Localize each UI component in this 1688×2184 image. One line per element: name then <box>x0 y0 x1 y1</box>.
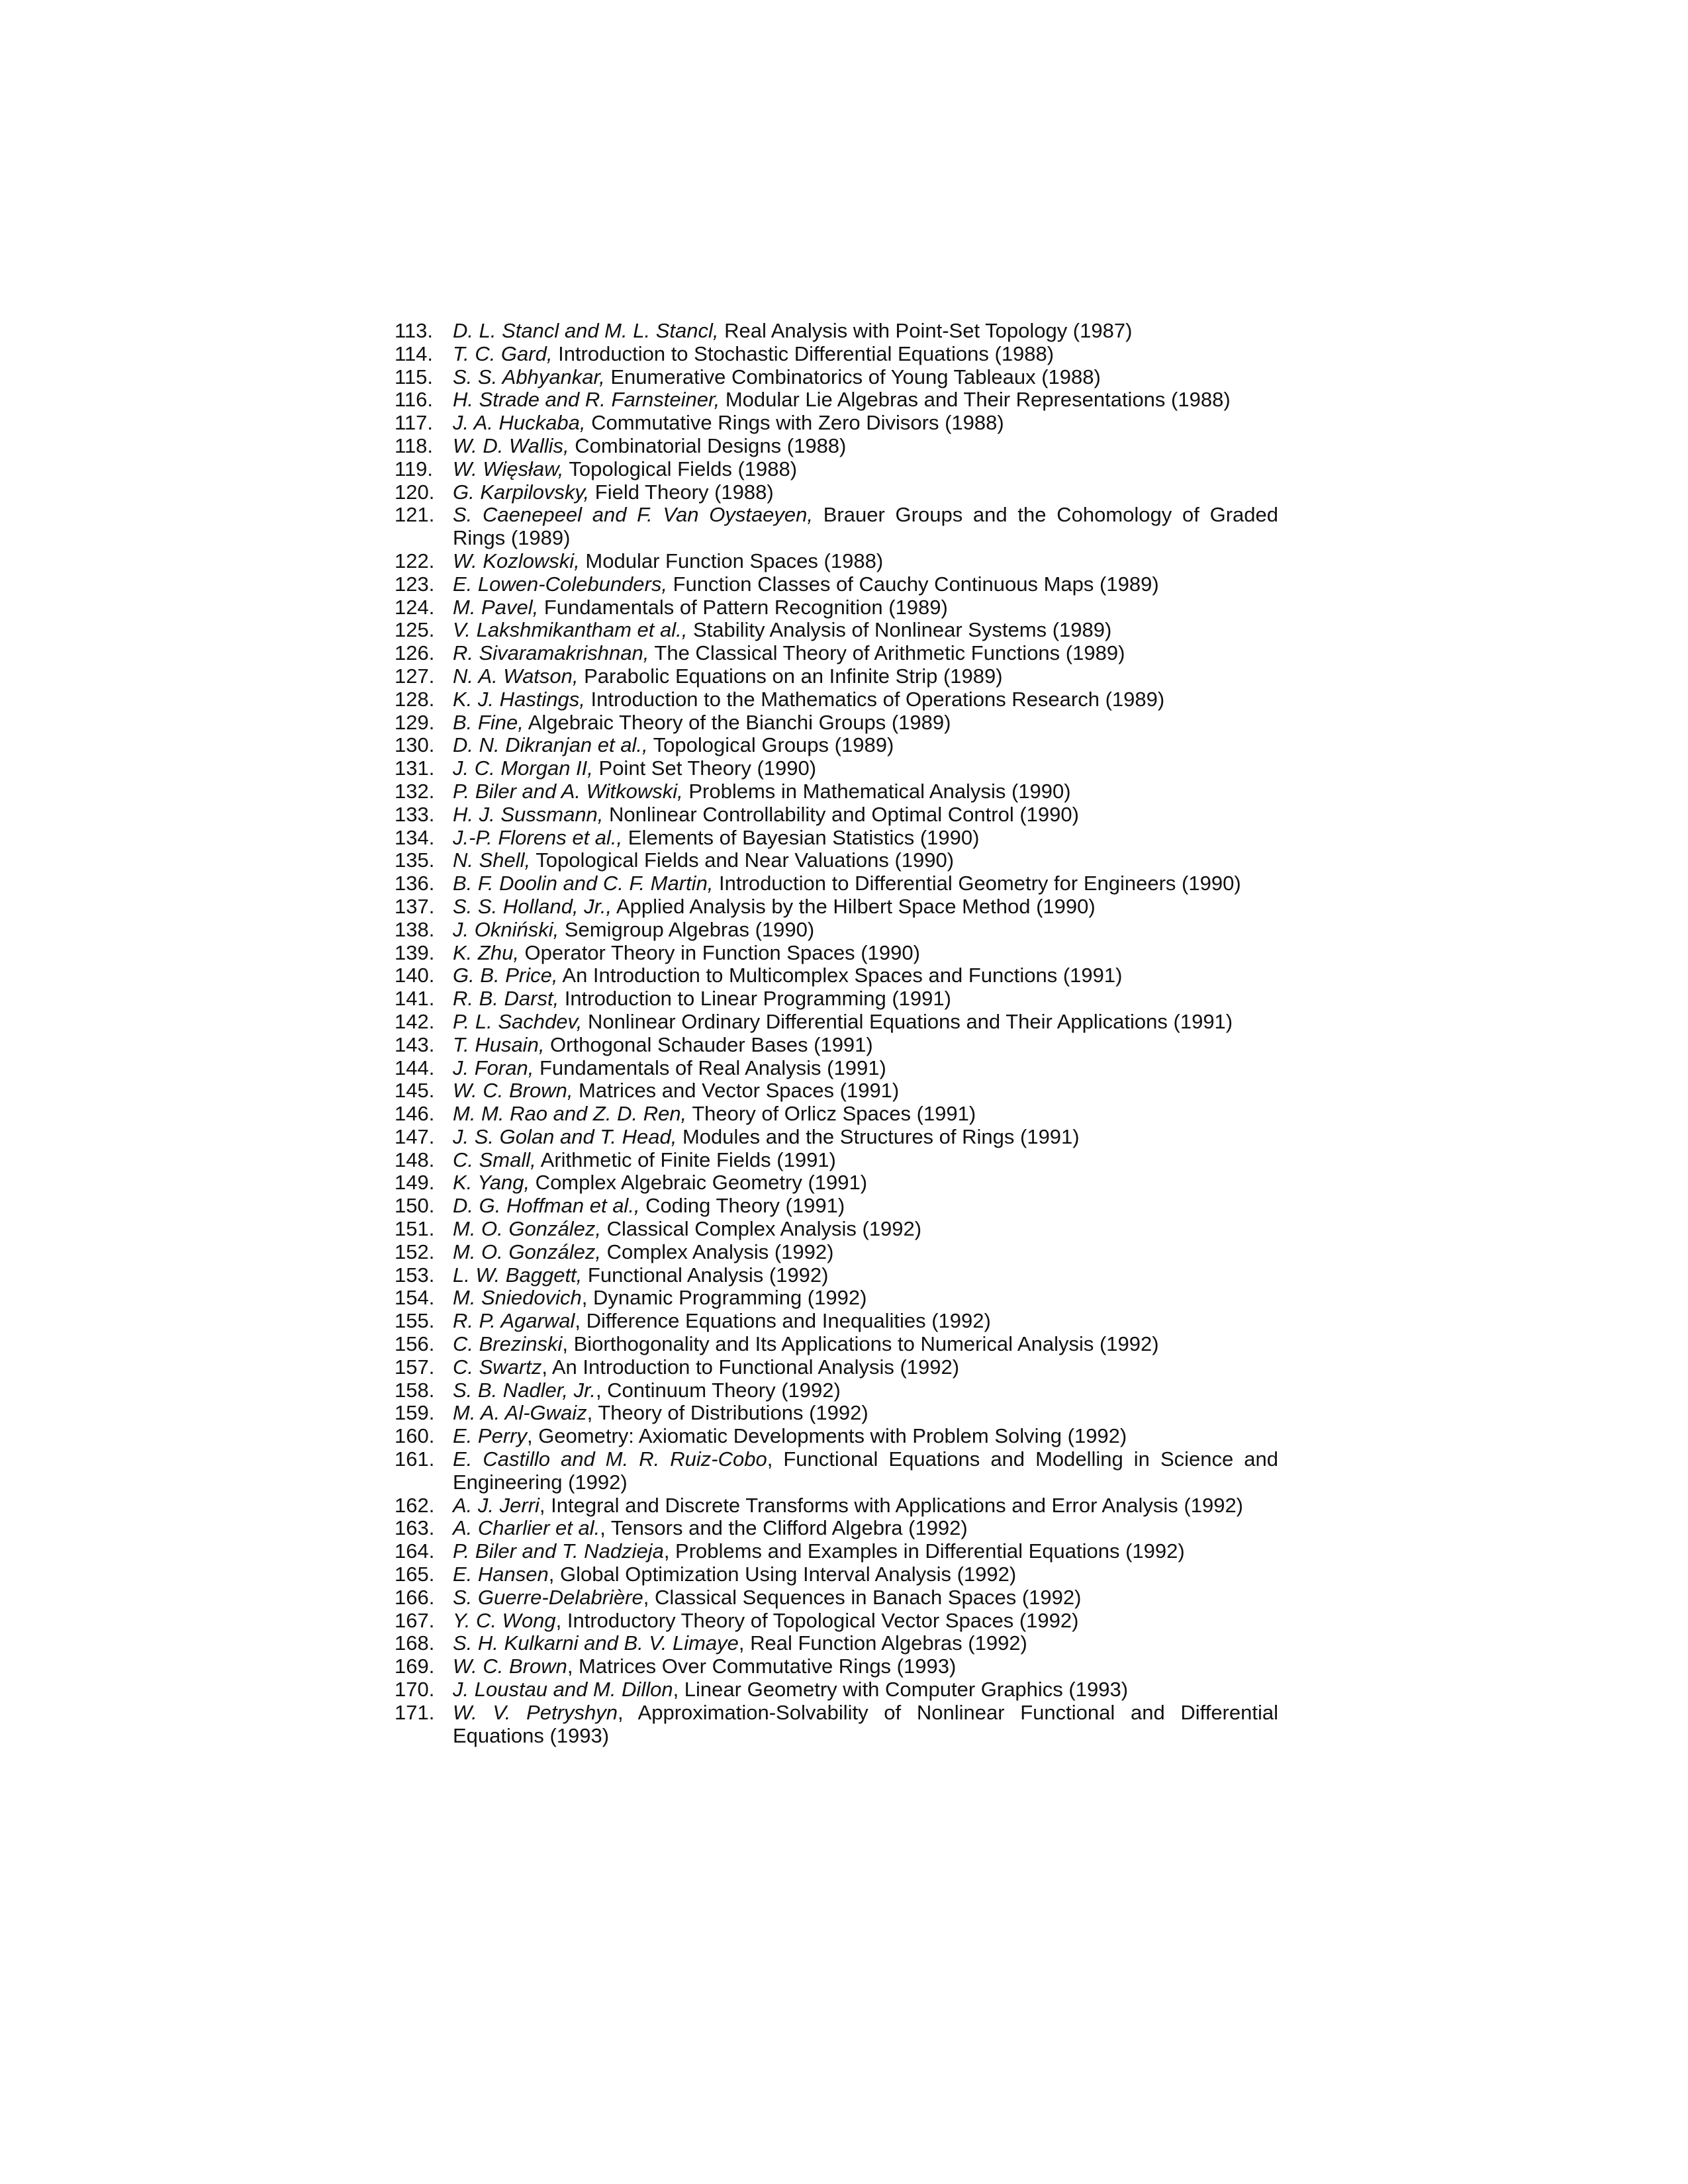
entry-text <box>453 1494 1278 1518</box>
entry-number: 168. <box>395 1631 435 1655</box>
entry-title: Parabolic Equations on an Infinite Strip (1989) <box>578 664 1003 688</box>
entry-title: Matrices and Vector Spaces (1991) <box>573 1079 900 1103</box>
list-item <box>395 688 1278 711</box>
entry-number: 148. <box>395 1148 435 1171</box>
entry-number: 127. <box>395 664 435 688</box>
entry-number: 140. <box>395 964 435 987</box>
entry-title: , Integral and Discrete Transforms with Applications and Error Analysis (1992) <box>539 1493 1244 1517</box>
entry-number: 139. <box>395 940 435 964</box>
entry-number: 141. <box>395 987 435 1011</box>
entry-author: B. Fine, <box>453 710 524 734</box>
entry-title: Classical Complex Analysis (1992) <box>600 1217 922 1241</box>
entry-number: 171. <box>395 1700 435 1724</box>
entry-text <box>453 1379 1278 1402</box>
entry-author: H. Strade and R. Farnsteiner, <box>453 388 720 412</box>
entry-title: Function Classes of Cauchy Continuous Maps (1989) <box>667 572 1159 596</box>
entry-author: G. B. Price, <box>453 964 558 987</box>
entry-text <box>453 1057 1278 1080</box>
entry-number: 146. <box>395 1102 435 1126</box>
entry-author: W. Więsław, <box>453 457 564 480</box>
entry-number: 114. <box>395 341 434 365</box>
entry-title: Arithmetic of Finite Fields (1991) <box>536 1148 836 1171</box>
entry-number: 128. <box>395 687 435 711</box>
entry-number: 145. <box>395 1079 435 1103</box>
list-item <box>395 1402 1278 1425</box>
list-item <box>395 1241 1278 1264</box>
entry-text <box>453 803 1278 827</box>
entry-number: 129. <box>395 710 435 734</box>
list-item <box>395 1333 1278 1356</box>
entry-text <box>453 1287 1278 1310</box>
list-item <box>395 458 1278 481</box>
entry-number: 115. <box>395 365 434 388</box>
entry-author: J. S. Golan and T. Head, <box>453 1124 677 1148</box>
list-item <box>395 1079 1278 1103</box>
entry-title: Introduction to Differential Geometry for Engineers (1990) <box>713 872 1241 895</box>
entry-number: 144. <box>395 1056 435 1079</box>
entry-text <box>453 1425 1278 1448</box>
entry-text <box>453 619 1278 642</box>
entry-title: The Classical Theory of Arithmetic Functions (1989) <box>649 641 1125 665</box>
list-item <box>395 320 1278 343</box>
entry-number: 160. <box>395 1424 435 1448</box>
entry-title: , Matrices Over Commutative Rings (1993) <box>567 1655 957 1678</box>
entry-text <box>453 550 1278 573</box>
entry-title: Theory of Orlicz Spaces (1991) <box>686 1102 976 1126</box>
list-item <box>395 1655 1278 1678</box>
entry-number: 120. <box>395 480 435 504</box>
entry-author: R. Sivaramakrishnan, <box>453 641 649 665</box>
entry-title: Field Theory (1988) <box>589 480 774 504</box>
entry-number: 142. <box>395 1009 435 1033</box>
entry-number: 126. <box>395 641 435 665</box>
entry-text <box>453 757 1278 780</box>
list-item <box>395 1011 1278 1034</box>
entry-number: 149. <box>395 1171 435 1195</box>
entry-author: E. Castillo and M. R. Ruiz-Cobo <box>453 1447 767 1471</box>
entry-text <box>453 1241 1278 1264</box>
list-item <box>395 1610 1278 1633</box>
entry-number: 113. <box>395 319 434 342</box>
list-item <box>395 734 1278 757</box>
entry-author: N. A. Watson, <box>453 664 579 688</box>
entry-title: Complex Algebraic Geometry (1991) <box>530 1171 868 1195</box>
entry-title: Stability Analysis of Nonlinear Systems (1989) <box>687 618 1112 642</box>
list-item <box>395 1448 1278 1494</box>
entry-author: E. Hansen <box>453 1563 549 1586</box>
entry-title: Problems in Mathematical Analysis (1990) <box>682 779 1071 803</box>
entry-text <box>453 964 1278 987</box>
entry-author: C. Brezinski <box>453 1332 563 1356</box>
entry-number: 135. <box>395 848 435 872</box>
entry-title: Brauer Groups and the Cohomology of Graded Rings (1989) <box>453 503 1278 550</box>
list-item <box>395 1310 1278 1333</box>
entry-number: 156. <box>395 1332 435 1356</box>
entry-title: Algebraic Theory of the Bianchi Groups (1989) <box>523 710 951 734</box>
entry-text <box>453 1034 1278 1057</box>
entry-text <box>453 849 1278 872</box>
entry-text <box>453 1195 1278 1218</box>
entry-author: L. W. Baggett, <box>453 1263 583 1287</box>
entry-title: Enumerative Combinatorics of Young Tableaux (1988) <box>604 365 1101 388</box>
entry-text <box>453 1517 1278 1540</box>
entry-text <box>453 388 1278 412</box>
list-item <box>395 1563 1278 1586</box>
list-item <box>395 987 1278 1011</box>
entry-text <box>453 366 1278 389</box>
entry-text <box>453 1218 1278 1241</box>
entry-text <box>453 1079 1278 1103</box>
entry-title: , Tensors and the Clifford Algebra (1992) <box>600 1516 968 1540</box>
entry-author: J. Foran, <box>453 1056 534 1079</box>
entry-author: G. Karpilovsky, <box>453 480 590 504</box>
entry-author: W. Kozlowski, <box>453 549 580 572</box>
entry-number: 125. <box>395 618 435 642</box>
entry-text <box>453 1310 1278 1333</box>
entry-number: 164. <box>395 1539 435 1563</box>
entry-author: V. Lakshmikantham et al., <box>453 618 688 642</box>
entry-author: M. M. Rao and Z. D. Ren, <box>453 1102 687 1126</box>
entry-author: J. A. Huckaba, <box>453 411 586 435</box>
list-item <box>395 827 1278 850</box>
entry-text <box>453 343 1278 366</box>
entry-number: 162. <box>395 1493 435 1517</box>
entry-author: W. C. Brown <box>453 1655 567 1678</box>
list-item <box>395 1678 1278 1702</box>
list-item <box>395 1287 1278 1310</box>
entry-number: 158. <box>395 1378 435 1402</box>
entry-number: 165. <box>395 1563 435 1586</box>
list-item <box>395 1379 1278 1402</box>
entry-title: , Introductory Theory of Topological Vector Spaces (1992) <box>555 1608 1079 1632</box>
entry-author: W. C. Brown, <box>453 1079 573 1103</box>
list-item <box>395 1517 1278 1540</box>
entry-number: 131. <box>395 756 435 780</box>
entry-text <box>453 1171 1278 1195</box>
entry-title: Orthogonal Schauder Bases (1991) <box>544 1032 873 1056</box>
entry-number: 161. <box>395 1447 435 1471</box>
entry-author: M. O. González, <box>453 1217 601 1241</box>
entry-text <box>453 780 1278 803</box>
list-item <box>395 1702 1278 1748</box>
entry-text <box>453 1563 1278 1586</box>
entry-author: R. P. Agarwal <box>453 1309 575 1333</box>
entry-number: 119. <box>395 457 434 480</box>
entry-title: , Geometry: Axiomatic Developments with Problem Solving (1992) <box>526 1424 1127 1448</box>
entry-author: S. S. Holland, Jr., <box>453 894 612 918</box>
entry-title: Introduction to the Mathematics of Operations Research (1989) <box>585 687 1165 711</box>
entry-title: An Introduction to Multicomplex Spaces and Functions (1991) <box>557 964 1123 987</box>
entry-text <box>453 1356 1278 1379</box>
entry-author: W. V. Petryshyn <box>453 1700 618 1724</box>
entry-title: , Dynamic Programming (1992) <box>581 1286 867 1310</box>
entry-title: Coding Theory (1991) <box>639 1194 845 1218</box>
entry-title: , Approximation-Solvability of Nonlinear Functional and Differential Equations (1993) <box>453 1700 1278 1747</box>
entry-author: T. Husain, <box>453 1032 545 1056</box>
entry-title: Complex Analysis (1992) <box>600 1240 834 1263</box>
entry-author: M. O. González, <box>453 1240 601 1263</box>
entry-text <box>453 412 1278 435</box>
entry-number: 124. <box>395 595 435 619</box>
entry-number: 167. <box>395 1608 435 1632</box>
list-item <box>395 550 1278 573</box>
entry-author: P. L. Sachdev, <box>453 1009 583 1033</box>
entry-author: P. Biler and A. Witkowski, <box>453 779 683 803</box>
list-item <box>395 1126 1278 1149</box>
entry-text <box>453 1655 1278 1678</box>
entry-author: S. B. Nadler, Jr. <box>453 1378 596 1402</box>
list-item <box>395 1171 1278 1195</box>
entry-author: M. Sniedovich <box>453 1286 582 1310</box>
entry-title: , Real Function Algebras (1992) <box>738 1631 1027 1655</box>
entry-text <box>453 1586 1278 1610</box>
entry-title: , Theory of Distributions (1992) <box>586 1401 868 1425</box>
entry-title: Functional Analysis (1992) <box>582 1263 829 1287</box>
entry-text <box>453 1402 1278 1425</box>
list-item <box>395 366 1278 389</box>
entry-author: B. F. Doolin and C. F. Martin, <box>453 872 714 895</box>
entry-number: 123. <box>395 572 435 596</box>
entry-author: D. N. Dikranjan et al., <box>453 733 648 757</box>
entry-number: 169. <box>395 1655 435 1678</box>
entry-number: 151. <box>395 1217 435 1241</box>
entry-title: Topological Fields and Near Valuations (1990) <box>530 848 955 872</box>
entry-text <box>453 458 1278 481</box>
entry-author: W. D. Wallis, <box>453 433 569 457</box>
list-item <box>395 1103 1278 1126</box>
entry-title: Commutative Rings with Zero Divisors (1988) <box>585 411 1004 435</box>
entry-text <box>453 320 1278 343</box>
entry-title: , An Introduction to Functional Analysis (1992) <box>541 1355 960 1379</box>
entry-title: Topological Groups (1989) <box>647 733 894 757</box>
list-item <box>395 919 1278 942</box>
entry-title: , Problems and Examples in Differential Equations (1992) <box>663 1539 1185 1563</box>
entry-number: 147. <box>395 1124 435 1148</box>
entry-number: 117. <box>395 411 434 435</box>
entry-text <box>453 435 1278 458</box>
entry-author: S. H. Kulkarni and B. V. Limaye <box>453 1631 739 1655</box>
entry-title: Applied Analysis by the Hilbert Space Method (1990) <box>612 894 1096 918</box>
entry-title: Point Set Theory (1990) <box>592 756 817 780</box>
list-item <box>395 1425 1278 1448</box>
entry-text <box>453 573 1278 596</box>
entry-author: N. Shell, <box>453 848 531 872</box>
entry-title: Real Analysis with Point-Set Topology (1987) <box>718 319 1133 342</box>
entry-title: Fundamentals of Real Analysis (1991) <box>534 1056 886 1079</box>
list-item <box>395 942 1278 965</box>
entry-author: D. G. Hoffman et al., <box>453 1194 640 1218</box>
list-item <box>395 1540 1278 1563</box>
entry-number: 138. <box>395 917 435 941</box>
list-item <box>395 481 1278 504</box>
list-item <box>395 1586 1278 1610</box>
entry-text <box>453 1678 1278 1702</box>
list-item <box>395 803 1278 827</box>
entry-text <box>453 1264 1278 1287</box>
entry-author: A. Charlier et al. <box>453 1516 600 1540</box>
entry-number: 152. <box>395 1240 435 1263</box>
entry-author: J. Okniński, <box>453 917 559 941</box>
entry-number: 136. <box>395 872 435 895</box>
list-item <box>395 412 1278 435</box>
entry-number: 154. <box>395 1286 435 1310</box>
list-item <box>395 596 1278 619</box>
entry-author: R. B. Darst, <box>453 987 559 1011</box>
entry-number: 170. <box>395 1678 435 1702</box>
entry-number: 121. <box>395 503 435 527</box>
entry-author: A. J. Jerri <box>453 1493 539 1517</box>
entry-title: Operator Theory in Function Spaces (1990) <box>518 940 920 964</box>
entry-title: Introduction to Stochastic Differential Equations (1988) <box>552 341 1055 365</box>
list-item <box>395 711 1278 735</box>
entry-text <box>453 642 1278 665</box>
entry-number: 130. <box>395 733 435 757</box>
list-item <box>395 435 1278 458</box>
list-item <box>395 1632 1278 1655</box>
entry-author: E. Perry <box>453 1424 527 1448</box>
entry-author: K. J. Hastings, <box>453 687 585 711</box>
entry-title: , Difference Equations and Inequalities (1992) <box>575 1309 991 1333</box>
list-item <box>395 757 1278 780</box>
entry-title: Nonlinear Ordinary Differential Equations and Their Applications (1991) <box>582 1009 1233 1033</box>
entry-text <box>453 1011 1278 1034</box>
list-item <box>395 1195 1278 1218</box>
list-item <box>395 1264 1278 1287</box>
entry-number: 137. <box>395 894 435 918</box>
entry-number: 159. <box>395 1401 435 1425</box>
list-item <box>395 964 1278 987</box>
entry-title: Nonlinear Controllability and Optimal Control (1990) <box>603 802 1079 826</box>
entry-author: J.-P. Florens et al., <box>453 825 623 849</box>
list-item <box>395 1149 1278 1172</box>
list-item <box>395 780 1278 803</box>
entry-title: , Classical Sequences in Banach Spaces (1992) <box>643 1585 1082 1609</box>
list-item <box>395 1356 1278 1379</box>
entry-title: , Continuum Theory (1992) <box>595 1378 841 1402</box>
entry-number: 163. <box>395 1516 435 1540</box>
list-item <box>395 665 1278 688</box>
entry-text <box>453 1126 1278 1149</box>
entry-title: Combinatorial Designs (1988) <box>569 433 847 457</box>
entry-author: J. Loustau and M. Dillon <box>453 1678 673 1702</box>
entry-text <box>453 827 1278 850</box>
entry-author: K. Yang, <box>453 1171 530 1195</box>
entry-title: , Biorthogonality and Its Applications to Numerical Analysis (1992) <box>562 1332 1159 1356</box>
entry-title: Topological Fields (1988) <box>563 457 798 480</box>
list-item <box>395 573 1278 596</box>
list-item <box>395 1218 1278 1241</box>
entry-author: C. Swartz <box>453 1355 542 1379</box>
entry-author: S. Caenepeel and F. Van Oystaeyen, <box>453 503 814 527</box>
entry-author: M. A. Al-Gwaiz <box>453 1401 587 1425</box>
entry-author: D. L. Stancl and M. L. Stancl, <box>453 319 719 342</box>
entry-title: Semigroup Algebras (1990) <box>559 917 815 941</box>
list-item <box>395 388 1278 412</box>
entry-author: M. Pavel, <box>453 595 539 619</box>
entry-title: Modular Function Spaces (1988) <box>579 549 884 572</box>
entry-text <box>453 987 1278 1011</box>
entry-text <box>453 919 1278 942</box>
entry-text <box>453 1540 1278 1563</box>
entry-title: Modules and the Structures of Rings (1991) <box>677 1124 1080 1148</box>
entry-author: Y. C. Wong <box>453 1608 556 1632</box>
entry-number: 122. <box>395 549 435 572</box>
entry-number: 157. <box>395 1355 435 1379</box>
entry-text <box>453 1610 1278 1633</box>
list-item <box>395 642 1278 665</box>
entry-number: 116. <box>395 388 434 412</box>
entry-text <box>453 596 1278 619</box>
entry-text <box>453 1149 1278 1172</box>
entry-text <box>453 1448 1278 1494</box>
entry-text <box>453 1333 1278 1356</box>
list-item <box>395 619 1278 642</box>
entry-author: S. Guerre-Delabrière <box>453 1585 643 1609</box>
entry-text <box>453 504 1278 550</box>
entry-author: E. Lowen-Colebunders, <box>453 572 667 596</box>
entry-title: Fundamentals of Pattern Recognition (1989) <box>538 595 948 619</box>
entry-author: K. Zhu, <box>453 940 519 964</box>
entry-number: 153. <box>395 1263 435 1287</box>
entry-title: , Functional Equations and Modelling in Science and Engineering (1992) <box>453 1447 1278 1494</box>
entry-text <box>453 895 1278 919</box>
entry-text <box>453 481 1278 504</box>
entry-author: C. Small, <box>453 1148 536 1171</box>
entry-number: 118. <box>395 433 434 457</box>
entry-title: Modular Lie Algebras and Their Representations (1988) <box>720 388 1231 412</box>
entry-number: 155. <box>395 1309 435 1333</box>
list-item <box>395 849 1278 872</box>
entry-text <box>453 872 1278 895</box>
entry-title: , Global Optimization Using Interval Analysis (1992) <box>548 1563 1017 1586</box>
entry-author: P. Biler and T. Nadzieja <box>453 1539 664 1563</box>
entry-number: 132. <box>395 779 435 803</box>
book-series-list <box>395 320 1278 1747</box>
entry-author: T. C. Gard, <box>453 341 553 365</box>
entry-text <box>453 1702 1278 1748</box>
entry-title: Introduction to Linear Programming (1991) <box>559 987 951 1011</box>
entry-text <box>453 665 1278 688</box>
list-item <box>395 343 1278 366</box>
entry-number: 166. <box>395 1585 435 1609</box>
entry-text <box>453 734 1278 757</box>
entry-author: J. C. Morgan II, <box>453 756 593 780</box>
entry-text <box>453 1103 1278 1126</box>
entry-title: , Linear Geometry with Computer Graphics (1993) <box>673 1678 1129 1702</box>
list-item <box>395 1057 1278 1080</box>
entry-number: 150. <box>395 1194 435 1218</box>
list-item <box>395 895 1278 919</box>
entry-text <box>453 942 1278 965</box>
list-item <box>395 1494 1278 1518</box>
entry-author: S. S. Abhyankar, <box>453 365 605 388</box>
entry-number: 143. <box>395 1032 435 1056</box>
list-item <box>395 504 1278 550</box>
entry-text <box>453 688 1278 711</box>
list-item <box>395 872 1278 895</box>
entry-text <box>453 1632 1278 1655</box>
list-item <box>395 1034 1278 1057</box>
entry-author: H. J. Sussmann, <box>453 802 604 826</box>
entry-number: 134. <box>395 825 435 849</box>
entry-title: Elements of Bayesian Statistics (1990) <box>622 825 980 849</box>
entry-text <box>453 711 1278 735</box>
entry-number: 133. <box>395 802 435 826</box>
